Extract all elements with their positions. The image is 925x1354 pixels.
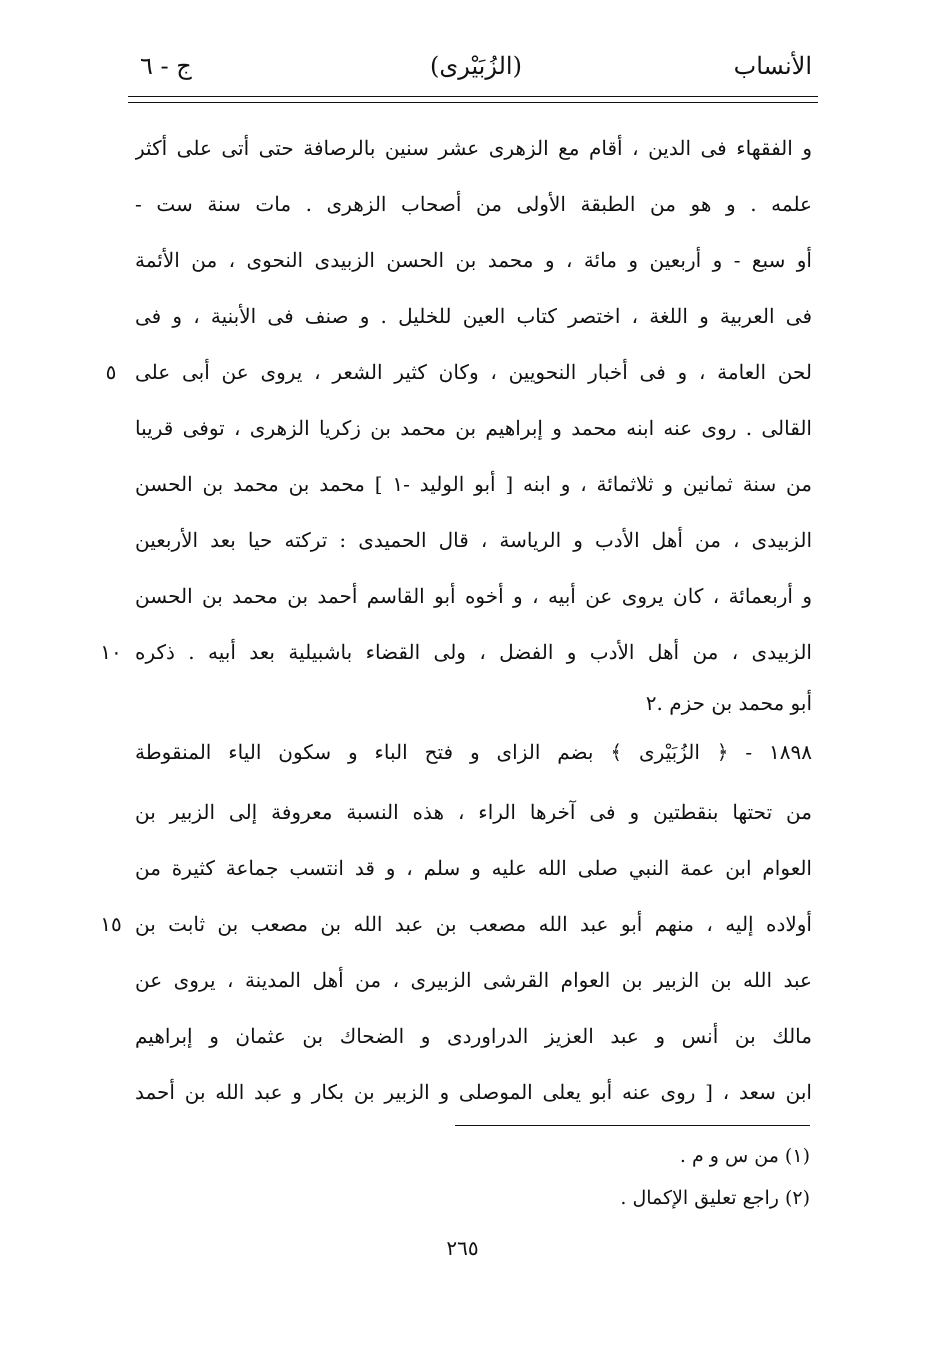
text-line: القالى . روى عنه ابنه محمد و إبراهيم بن محمد بن زكريا الزهرى ، توفى قريبا — [135, 416, 812, 440]
entry-heading-line: ١٨٩٨ - ﴿ الزُبَيْرى ﴾ بضم الزاى و فتح الباء و سكون الياء المنقوطة — [135, 740, 812, 764]
text-line: أولاده إليه ، منهم أبو عبد الله مصعب بن عبد الله بن مصعب بن ثابت بن — [135, 912, 812, 936]
text-line: من سنة ثمانين و ثلاثمائة ، و ابنه [ أبو الوليد -١ ] محمد بن محمد بن الحسن — [135, 472, 812, 496]
footnote-rule — [455, 1125, 810, 1126]
text-line: لحن العامة ، و فى أخبار النحويين ، وكان كثير الشعر ، يروى عن أبى على — [135, 360, 812, 384]
text-line: و أربعمائة ، كان يروى عن أبيه ، و أخوه أبو القاسم أحمد بن محمد بن الحسن — [135, 584, 812, 608]
text-line: الزبيدى ، من أهل الأدب و الرياسة ، قال الحميدى : تركته حيا بعد الأربعين — [135, 528, 812, 552]
text-line: مالك بن أنس و عبد العزيز الدراوردى و الضحاك بن عثمان و إبراهيم — [135, 1024, 812, 1048]
footnote: (١) من س و م . — [679, 1145, 810, 1167]
line-number: ٥ — [105, 360, 117, 384]
running-header — [140, 52, 812, 92]
line-number: ١٠ — [100, 640, 122, 664]
line-number: ١٥ — [100, 912, 122, 936]
text-line: ابن سعد ، [ روى عنه أبو يعلى الموصلى و الزبير بن بكار و عبد الله بن أحمد — [135, 1080, 812, 1104]
text-line: أبو محمد بن حزم .٢ — [645, 691, 812, 715]
text-line: الزبيدى ، من أهل الأدب و الفضل ، ولى القضاء باشبيلية بعد أبيه . ذكره — [135, 640, 812, 664]
text-line: علمه . و هو من الطبقة الأولى من أصحاب الزهرى . مات سنة ست - — [135, 192, 812, 216]
text-line: أو سبع - و أربعين و مائة ، و محمد بن الحسن الزبيدى النحوى ، من الأئمة — [135, 248, 812, 272]
header-rule-top — [128, 96, 818, 97]
header-rule-bottom — [128, 102, 818, 103]
text-line: العوام ابن عمة النبي صلى الله عليه و سلم ، و قد انتسب جماعة كثيرة من — [135, 856, 812, 880]
text-line: فى العربية و اللغة ، اختصر كتاب العين للخليل . و صنف فى الأبنية ، و فى — [135, 304, 812, 328]
footnote: (٢) راجع تعليق الإكمال . — [620, 1187, 810, 1209]
text-line: عبد الله بن الزبير بن العوام القرشى الزبيرى ، من أهل المدينة ، يروى عن — [135, 968, 812, 992]
header-entry-title: (الزُبَيْرى) — [430, 52, 522, 80]
page-number: ٢٦٥ — [446, 1236, 479, 1260]
header-volume: ج - ٦ — [140, 52, 192, 80]
header-book-title: الأنساب — [733, 52, 812, 80]
text-line: من تحتها بنقطتين و فى آخرها الراء ، هذه النسبة معروفة إلى الزبير بن — [135, 800, 812, 824]
text-line: و الفقهاء فى الدين ، أقام مع الزهرى عشر سنين بالرصافة حتى أتى على أكثر — [135, 136, 812, 160]
